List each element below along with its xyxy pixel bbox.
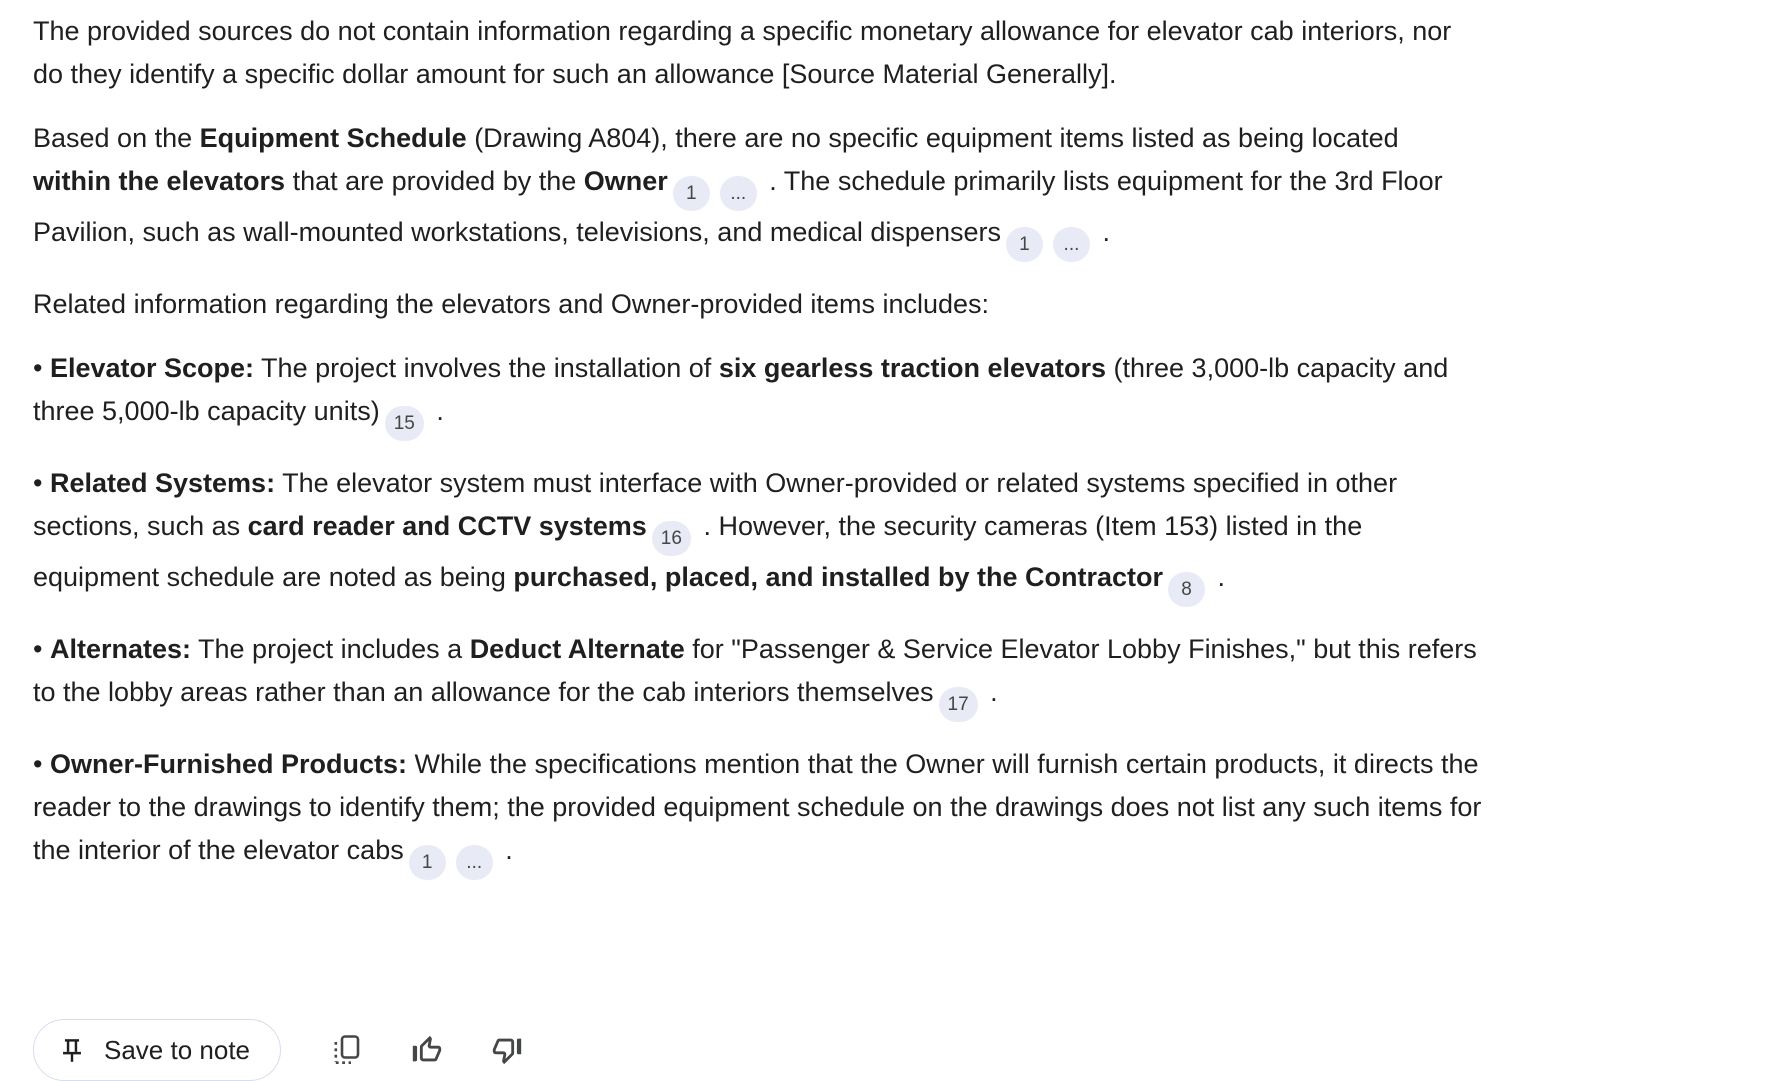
text: . — [497, 835, 513, 865]
bold-text: within the elevators — [33, 166, 286, 196]
copy-icon — [330, 1033, 364, 1067]
bold-text: Equipment Schedule — [199, 123, 467, 153]
response-actions — [33, 1019, 1482, 1081]
citation-chip[interactable]: 1 — [1006, 227, 1043, 262]
thumbs-down-button[interactable] — [489, 1032, 525, 1068]
bold-text: Related Systems: — [49, 468, 276, 498]
text: . — [1094, 217, 1110, 247]
thumbs-up-button[interactable] — [409, 1032, 445, 1068]
text: (three 3,000-lb capacity and three 5,000-lb capacity units) — [33, 353, 1449, 426]
text: . — [982, 677, 998, 707]
bullet-paragraph — [33, 347, 1482, 441]
text: The project includes a — [191, 634, 470, 664]
text: Based on the — [33, 123, 200, 153]
bold-text: Deduct Alternate — [469, 634, 685, 664]
citation-chip[interactable]: 1 — [409, 845, 446, 880]
bullet-paragraph — [33, 462, 1482, 607]
text: The project involves the installation of — [254, 353, 719, 383]
text: . However, the security cameras (Item 153) listed in the equipment schedule are noted as being — [33, 511, 1363, 592]
paragraph — [33, 117, 1482, 262]
citation-chip[interactable]: ... — [456, 845, 493, 880]
citation-chip[interactable]: 1 — [673, 176, 710, 211]
bold-text: Owner — [583, 166, 668, 196]
bullet-paragraph — [33, 628, 1482, 722]
text: (Drawing A804), there are no specific equipment items listed as being located — [466, 123, 1399, 153]
text: . — [1210, 562, 1226, 592]
bold-text: Owner-Furnished Products: — [49, 749, 407, 779]
citation-chip[interactable]: 16 — [652, 521, 691, 556]
thumbs-up-icon — [410, 1033, 444, 1067]
save-to-note-label: Save to note — [104, 1034, 250, 1065]
paragraph — [33, 283, 1482, 326]
citation-chip[interactable]: ... — [720, 176, 757, 211]
copy-button[interactable] — [329, 1032, 365, 1068]
citation-chip[interactable]: 17 — [939, 687, 978, 722]
bullet-marker: • — [33, 353, 50, 383]
text: The provided sources do not contain information regarding a specific monetary allowance for elevator cab interiors, nor do they identify a specific dollar amount for such an allowance [Source Material Generally]. — [33, 16, 1452, 89]
text: for "Passenger & Service Elevator Lobby Finishes," but this refers to the lobby areas rather than an allowance for the cab interiors themselves — [33, 634, 1477, 707]
bold-text: six gearless traction elevators — [718, 353, 1107, 383]
text: While the specifications mention that the Owner will furnish certain products, it directs the reader to the drawings to identify them; the provided equipment schedule on the drawings does not list any such items for the interior of the elevator cabs — [33, 749, 1482, 865]
bold-text: Elevator Scope: — [49, 353, 255, 383]
text: . — [428, 396, 444, 426]
bullet-marker: • — [33, 468, 50, 498]
citation-chip[interactable]: 8 — [1168, 572, 1205, 607]
bold-text: purchased, placed, and installed by the Contractor — [513, 562, 1163, 592]
pin-icon — [56, 1034, 88, 1066]
answer-body — [33, 10, 1482, 880]
text: that are provided by the — [285, 166, 584, 196]
bold-text: Alternates: — [49, 634, 192, 664]
bullet-marker: • — [33, 749, 50, 779]
bold-text: card reader and CCTV systems — [247, 511, 647, 541]
bullet-paragraph — [33, 743, 1482, 880]
paragraph — [33, 10, 1482, 96]
text: . The schedule primarily lists equipment for the 3rd Floor Pavilion, such as wall-mounted workstations, televisions, and medical dispensers — [33, 166, 1443, 247]
thumbs-down-icon — [490, 1033, 524, 1067]
citation-chip[interactable]: ... — [1053, 227, 1090, 262]
text: Related information regarding the elevators and Owner-provided items includes: — [33, 289, 990, 319]
bullet-marker: • — [33, 634, 50, 664]
citation-chip[interactable]: 15 — [385, 406, 424, 441]
save-to-note-button[interactable] — [33, 1019, 281, 1081]
text: The elevator system must interface with Owner-provided or related systems specified in other sections, such as — [33, 468, 1398, 541]
